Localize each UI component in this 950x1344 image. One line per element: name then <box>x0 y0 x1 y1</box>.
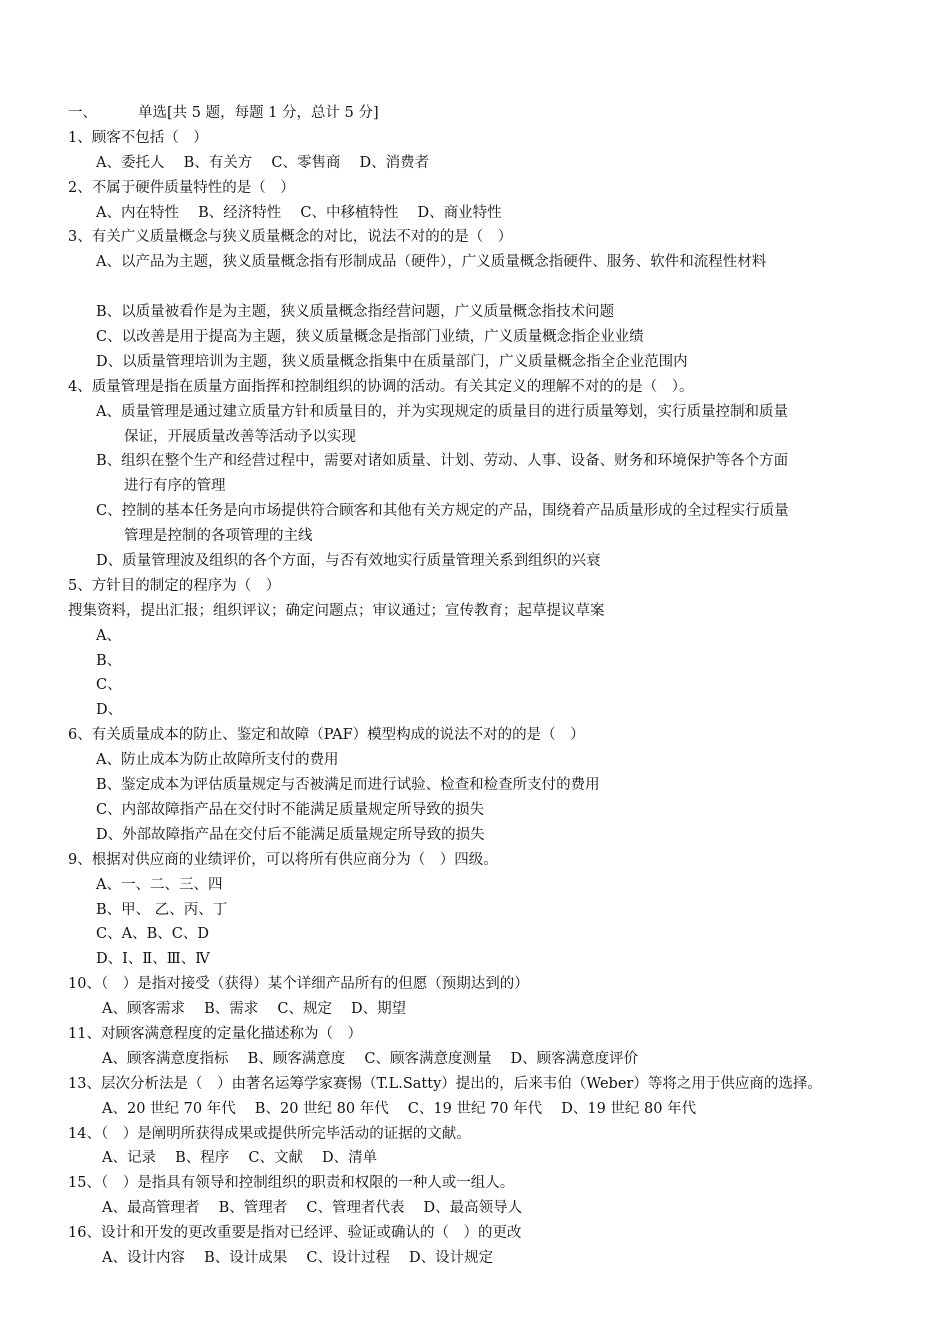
question-5-option-c: C、 <box>96 677 122 694</box>
exam-document <box>0 101 950 1271</box>
question-9-option-a: A、一、二、三、四 <box>96 876 223 893</box>
question-4-stem: 4、质量管理是指在质量方面指挥和控制组织的协调的活动。有关其定义的理解不对的的是（ ）。 <box>68 378 694 395</box>
question-15-options: A、最高管理者 B、管理者 C、管理者代表 D、最高领导人 <box>102 1200 523 1217</box>
question-5-stem: 5、方针目的制定的程序为（ ） <box>68 577 281 594</box>
question-3-option-b: B、以质量被看作是为主题，狭义质量概念指经营问题，广义质量概念指技术问题 <box>96 304 615 321</box>
question-10-options: A、顾客需求 B、需求 C、规定 D、期望 <box>102 1001 407 1018</box>
question-1-stem: 1、顾客不包括（ ） <box>68 129 208 146</box>
question-1-options: A、委托人 B、有关方 C、零售商 D、消费者 <box>96 154 430 171</box>
question-3-stem: 3、有关广义质量概念与狭义质量概念的对比，说法不对的的是（ ） <box>68 229 513 246</box>
question-5-option-d: D、 <box>96 702 123 719</box>
question-4-option-c-cont: 管理是控制的各项管理的主线 <box>124 528 313 545</box>
question-13-stem: 13、层次分析法是（ ）由著名运筹学家赛惕（T.L.Satty）提出的，后来韦伯（Weber）等将之用于供应商的选择。 <box>68 1075 822 1092</box>
question-9-option-c: C、A、B、C、D <box>96 926 209 943</box>
question-6-option-a: A、防止成本为防止故障所支付的费用 <box>96 752 339 769</box>
question-11-stem: 11、对顾客满意程度的定量化描述称为（ ） <box>68 1025 362 1042</box>
question-10-stem: 10、（ ）是指对接受（获得）某个详细产品所有的但愿（预期达到的） <box>68 976 529 993</box>
question-4-option-a-cont: 保证，开展质量改善等活动予以实现 <box>124 428 356 445</box>
question-9-stem: 9、根据对供应商的业绩评价，可以将所有供应商分为（ ）四级。 <box>68 851 498 868</box>
blank-line <box>0 275 950 300</box>
question-9-option-b: B、甲、 乙、丙、丁 <box>96 901 228 918</box>
question-4-option-b-cont: 进行有序的管理 <box>124 478 226 495</box>
question-14-stem: 14、（ ）是阐明所获得成果或提供所完毕活动的证据的文献。 <box>68 1125 471 1142</box>
section-heading <box>0 101 950 126</box>
question-11-options: A、顾客满意度指标 B、顾客满意度 C、顾客满意度测量 D、顾客满意度评价 <box>102 1050 639 1067</box>
question-4-option-c: C、控制的基本任务是向市场提供符合顾客和其他有关方规定的产品，围绕着产品质量形成的全过程实行质量 <box>96 503 789 520</box>
question-4-option-a: A、质量管理是通过建立质量方针和质量目的，并为实现规定的质量目的进行质量筹划，实行质量控制和质量 <box>96 403 788 420</box>
section-title: 单选[共 5 题，每题 1 分，总计 5 分] <box>138 105 379 121</box>
question-15-stem: 15、（ ）是指具有领导和控制组织的职责和权限的一种人或一组人。 <box>68 1175 515 1192</box>
question-5-option-a: A、 <box>96 627 121 644</box>
question-16-stem: 16、设计和开发的更改重要是指对已经评、验证或确认的（ ）的更改 <box>68 1225 522 1242</box>
question-3-option-c: C、以改善是用于提高为主题，狭义质量概念是指部门业绩，广义质量概念指企业业绩 <box>96 329 644 346</box>
question-6-option-c: C、内部故障指产品在交付时不能满足质量规定所导致的损失 <box>96 801 485 818</box>
question-6-option-b: B、鉴定成本为评估质量规定与否被满足而进行试验、检查和检查所支付的费用 <box>96 777 600 794</box>
question-6-stem: 6、有关质量成本的防止、鉴定和故障（PAF）模型构成的说法不对的的是（ ） <box>68 727 585 744</box>
question-2-stem: 2、不属于硬件质量特性的是（ ） <box>68 179 295 196</box>
question-14-options: A、记录 B、程序 C、文献 D、清单 <box>102 1150 378 1167</box>
question-4-option-d: D、质量管理波及组织的各个方面，与否有效地实行质量管理关系到组织的兴衰 <box>96 553 601 570</box>
question-2-options: A、内在特性 B、经济特性 C、中移植特性 D、商业特性 <box>96 204 502 221</box>
question-5-option-b: B、 <box>96 652 122 669</box>
question-16-options: A、设计内容 B、设计成果 C、设计过程 D、设计规定 <box>102 1249 494 1266</box>
question-4-option-b: B、组织在整个生产和经营过程中，需要对诸如质量、计划、劳动、人事、设备、财务和环境保护等各个方面 <box>96 453 789 470</box>
question-3-option-a: A、以产品为主题，狭义质量概念指有形制成品（硬件），广义质量概念指硬件、服务、软件和流程性材料 <box>96 254 767 271</box>
question-9-option-d: D、Ⅰ、Ⅱ、Ⅲ、Ⅳ <box>96 951 210 968</box>
question-5-material: 搜集资料，提出汇报；组织评议；确定问题点；审议通过；宣传教育；起草提议草案 <box>68 602 605 619</box>
question-13-options: A、20 世纪 70 年代 B、20 世纪 80 年代 C、19 世纪 70 年代 D、19 世纪 80 年代 <box>102 1100 697 1117</box>
section-number: 一、 <box>68 105 97 121</box>
question-6-option-d: D、外部故障指产品在交付后不能满足质量规定所导致的损失 <box>96 826 485 843</box>
question-3-option-d: D、以质量管理培训为主题，狭义质量概念指集中在质量部门，广义质量概念指全企业范围内 <box>96 353 688 370</box>
